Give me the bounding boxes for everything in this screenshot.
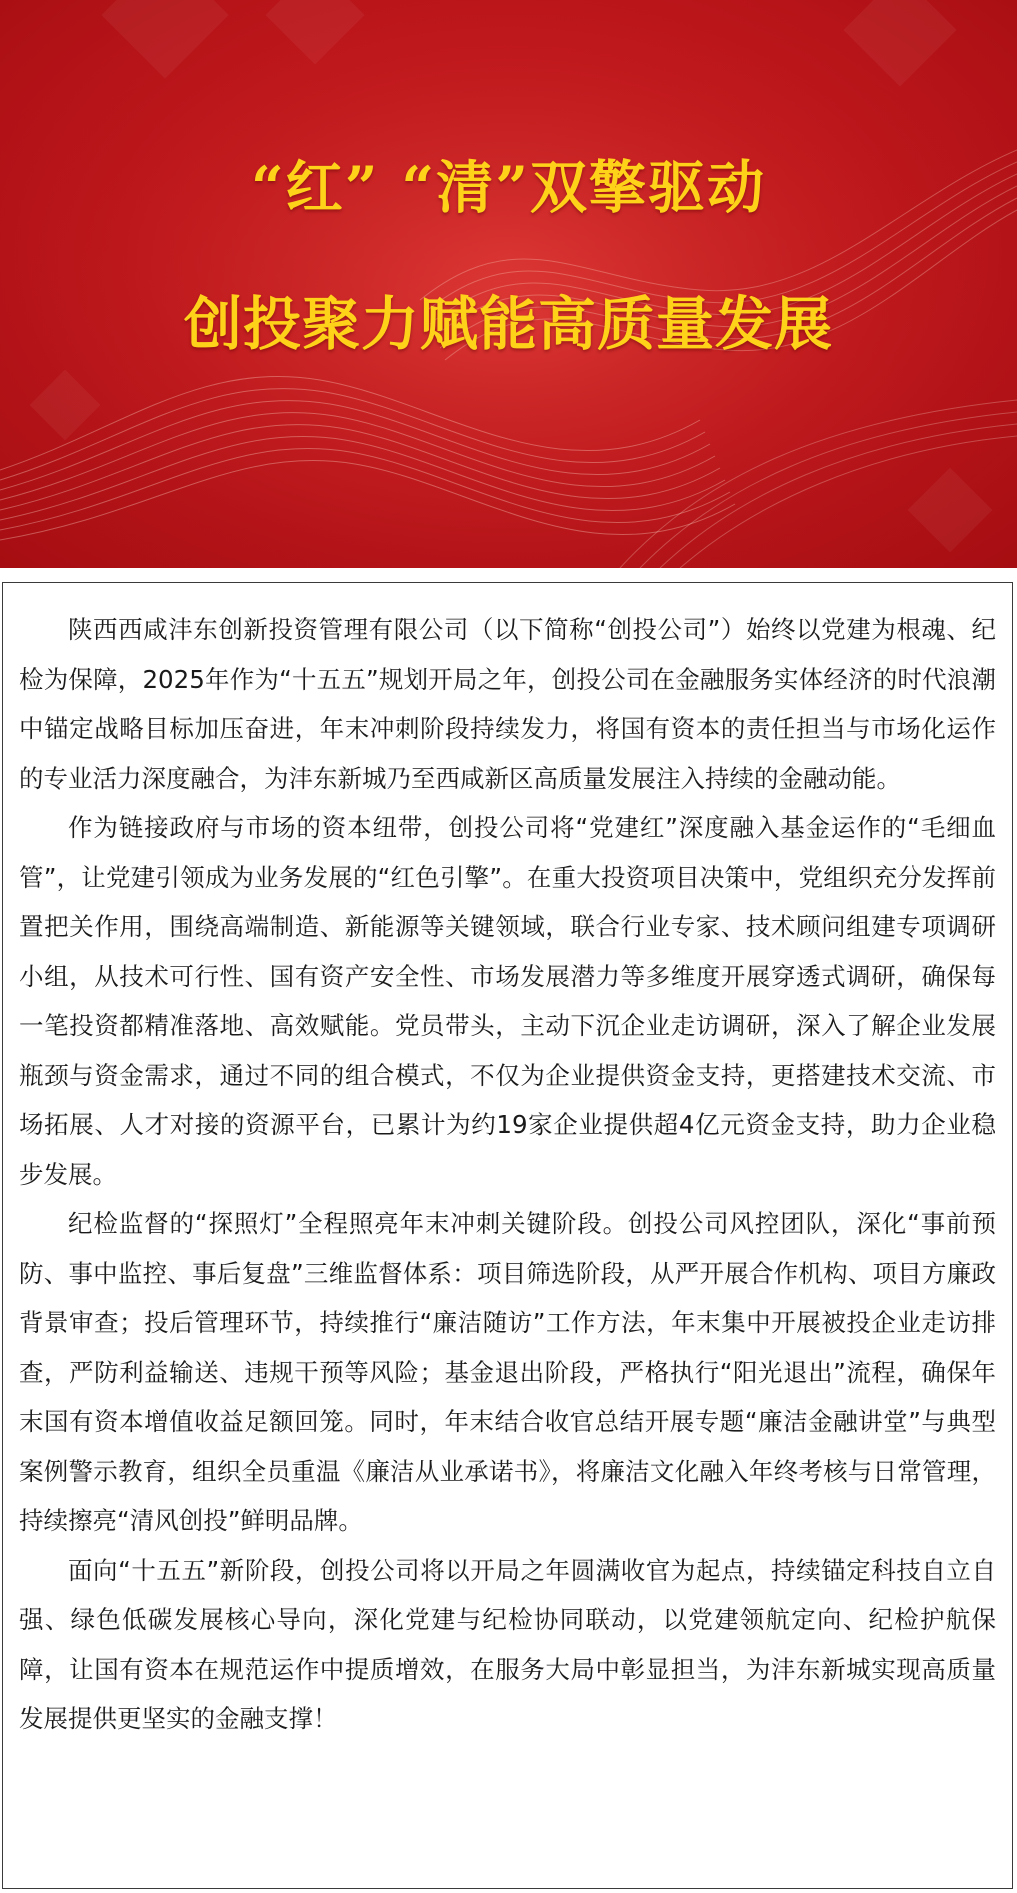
paragraph-1: 陕西西咸沣东创新投资管理有限公司（以下简称“创投公司”）始终以党建为根魂、纪检为保障，2025年作为“十五五”规划开局之年，创投公司在金融服务实体经济的时代浪潮中锚定战略目标加压奋进，年末冲刺阶段持续发力，将国有资本的责任担当与市场化运作的专业活力深度融合，为沣东新城乃至西咸新区高质量发展注入持续的金融动能。	[19, 615, 996, 793]
article-body	[2, 582, 1013, 1889]
paragraph-2: 作为链接政府与市场的资本纽带，创投公司将“党建红”深度融入基金运作的“毛细血管”，让党建引领成为业务发展的“红色引擎”。在重大投资项目决策中，党组织充分发挥前置把关作用，围绕高端制造、新能源等关键领域，联合行业专家、技术顾问组建专项调研小组，从技术可行性、国有资产安全性、市场发展潜力等多维度开展穿透式调研，确保每一笔投资都精准落地、高效赋能。党员带头，主动下沉企业走访调研，深入了解企业发展瓶颈与资金需求，通过不同的组合模式，不仅为企业提供资金支持，更搭建技术交流、市场拓展、人才对接的资源平台，已累计为约19家企业提供超4亿元资金支持，助力企业稳步发展。	[19, 813, 996, 1189]
paragraph-3: 纪检监督的“探照灯”全程照亮年末冲刺关键阶段。创投公司风控团队，深化“事前预防、事中监控、事后复盘”三维监督体系：项目筛选阶段，从严开展合作机构、项目方廉政背景审查；投后管理环节，持续推行“廉洁随访”工作方法，年末集中开展被投企业走访排查，严防利益输送、违规干预等风险；基金退出阶段，严格执行“阳光退出”流程，确保年末国有资本增值收益足额回笼。同时，年末结合收官总结开展专题“廉洁金融讲堂”与典型案例警示教育，组织全员重温《廉洁从业承诺书》，将廉洁文化融入年终考核与日常管理，持续擦亮“清风创投”鲜明品牌。	[19, 1209, 996, 1535]
header-banner	[0, 0, 1017, 568]
banner-title-line2: 创投聚力赋能高质量发展	[183, 290, 833, 358]
paragraph-4: 面向“十五五”新阶段，创投公司将以开局之年圆满收官为起点，持续锚定科技自立自强、绿色低碳发展核心导向，深化党建与纪检协同联动，以党建领航定向、纪检护航保障，让国有资本在规范运作中提质增效，在服务大局中彰显担当，为沣东新城实现高质量发展提供更坚实的金融支撑！	[19, 1555, 996, 1733]
decorative-wave-pattern	[0, 0, 1017, 568]
banner-title-line1: “红” “清”双擎驱动	[251, 154, 766, 221]
